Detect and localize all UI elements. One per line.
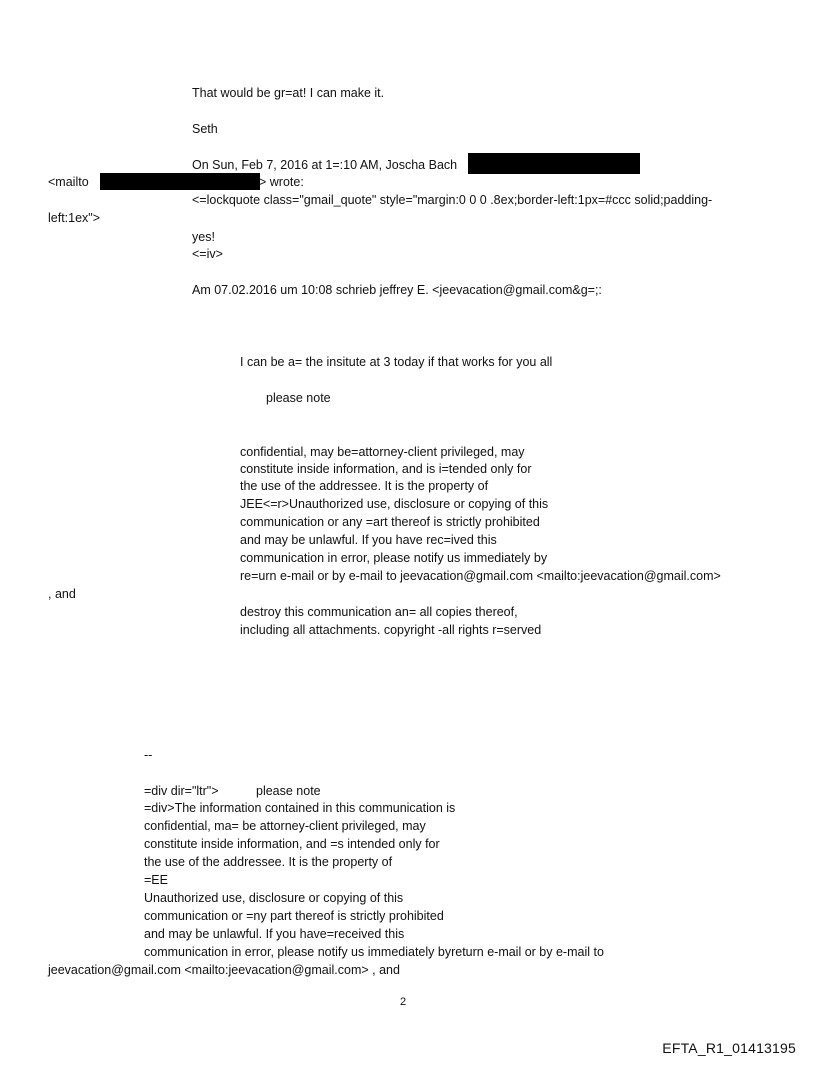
disclaimer-line: the use of the addressee. It is the property of — [240, 479, 489, 493]
disclaimer-line: communication or any =art thereof is strictly prohibited — [240, 515, 540, 529]
blockquote-markup-1: <=lockquote class="gmail_quote" style="margin:0 0 0 .8ex;border-left:1px=#ccc solid;padding- — [192, 193, 713, 207]
disclaimer-line: and may be unlawful. If you have rec=ived this — [240, 533, 497, 547]
footer-line: communication or =ny part thereof is strictly prohibited — [144, 909, 444, 923]
disclaimer-line: including all attachments. copyright -all rights r=served — [240, 623, 542, 637]
div-close-markup: <=iv> — [192, 247, 223, 261]
please-note: please note — [256, 784, 321, 798]
footer-line: the use of the addressee. It is the property of — [144, 855, 393, 869]
quoted-message: I can be a= the insitute at 3 today if that works for you all — [240, 355, 553, 369]
signature-separator: -- — [144, 748, 153, 762]
disclaimer-line: communication in error, please notify us immediately by — [240, 551, 548, 565]
yes-text: yes! — [192, 230, 215, 244]
schrieb-line: Am 07.02.2016 um 10:08 schrieb jeffrey E. <jeevacation@gmail.com&g=;: — [192, 283, 602, 297]
disclaimer-line: constitute inside information, and is i=tended only for — [240, 462, 532, 476]
footer-last-line: jeevacation@gmail.com <mailto:jeevacation@gmail.com> , and — [48, 963, 400, 977]
reply-text: That would be gr=at! I can make it. — [192, 86, 385, 100]
wrote-text: > wrote: — [259, 175, 304, 189]
disclaimer-line: re=urn e-mail or by e-mail to jeevacation@gmail.com <mailto:jeevacation@gmail.com> — [240, 569, 721, 583]
bates-number: EFTA_R1_01413195 — [662, 1040, 796, 1056]
footer-line: constitute inside information, and =s intended only for — [144, 837, 440, 851]
redaction-bar — [468, 153, 640, 174]
div-dir-markup: =div dir="ltr"> — [144, 784, 219, 798]
footer-line: confidential, ma= be attorney-client privileged, may — [144, 819, 426, 833]
signature: Seth — [192, 122, 218, 136]
footer-line: =div>The information contained in this communication is — [144, 801, 456, 815]
please-note: please note — [266, 391, 331, 405]
disclaimer-line: confidential, may be=attorney-client privileged, may — [240, 445, 525, 459]
and-line: , and — [48, 587, 76, 601]
footer-line: communication in error, please notify us immediately byreturn e-mail or by e-mail to — [144, 945, 604, 959]
disclaimer-line: destroy this communication an= all copies thereof, — [240, 605, 518, 619]
footer-line: and may be unlawful. If you have=received this — [144, 927, 405, 941]
page-number: 2 — [400, 996, 407, 1008]
disclaimer-line: JEE<=r>Unauthorized use, disclosure or copying of this — [240, 497, 549, 511]
quote-header: On Sun, Feb 7, 2016 at 1=:10 AM, Joscha Bach — [192, 158, 458, 172]
mailto-prefix: <mailto — [48, 175, 89, 189]
blockquote-markup-2: left:1ex"> — [48, 211, 101, 225]
footer-line: =EE — [144, 873, 168, 887]
footer-line: Unauthorized use, disclosure or copying of this — [144, 891, 404, 905]
redaction-bar — [100, 173, 260, 190]
